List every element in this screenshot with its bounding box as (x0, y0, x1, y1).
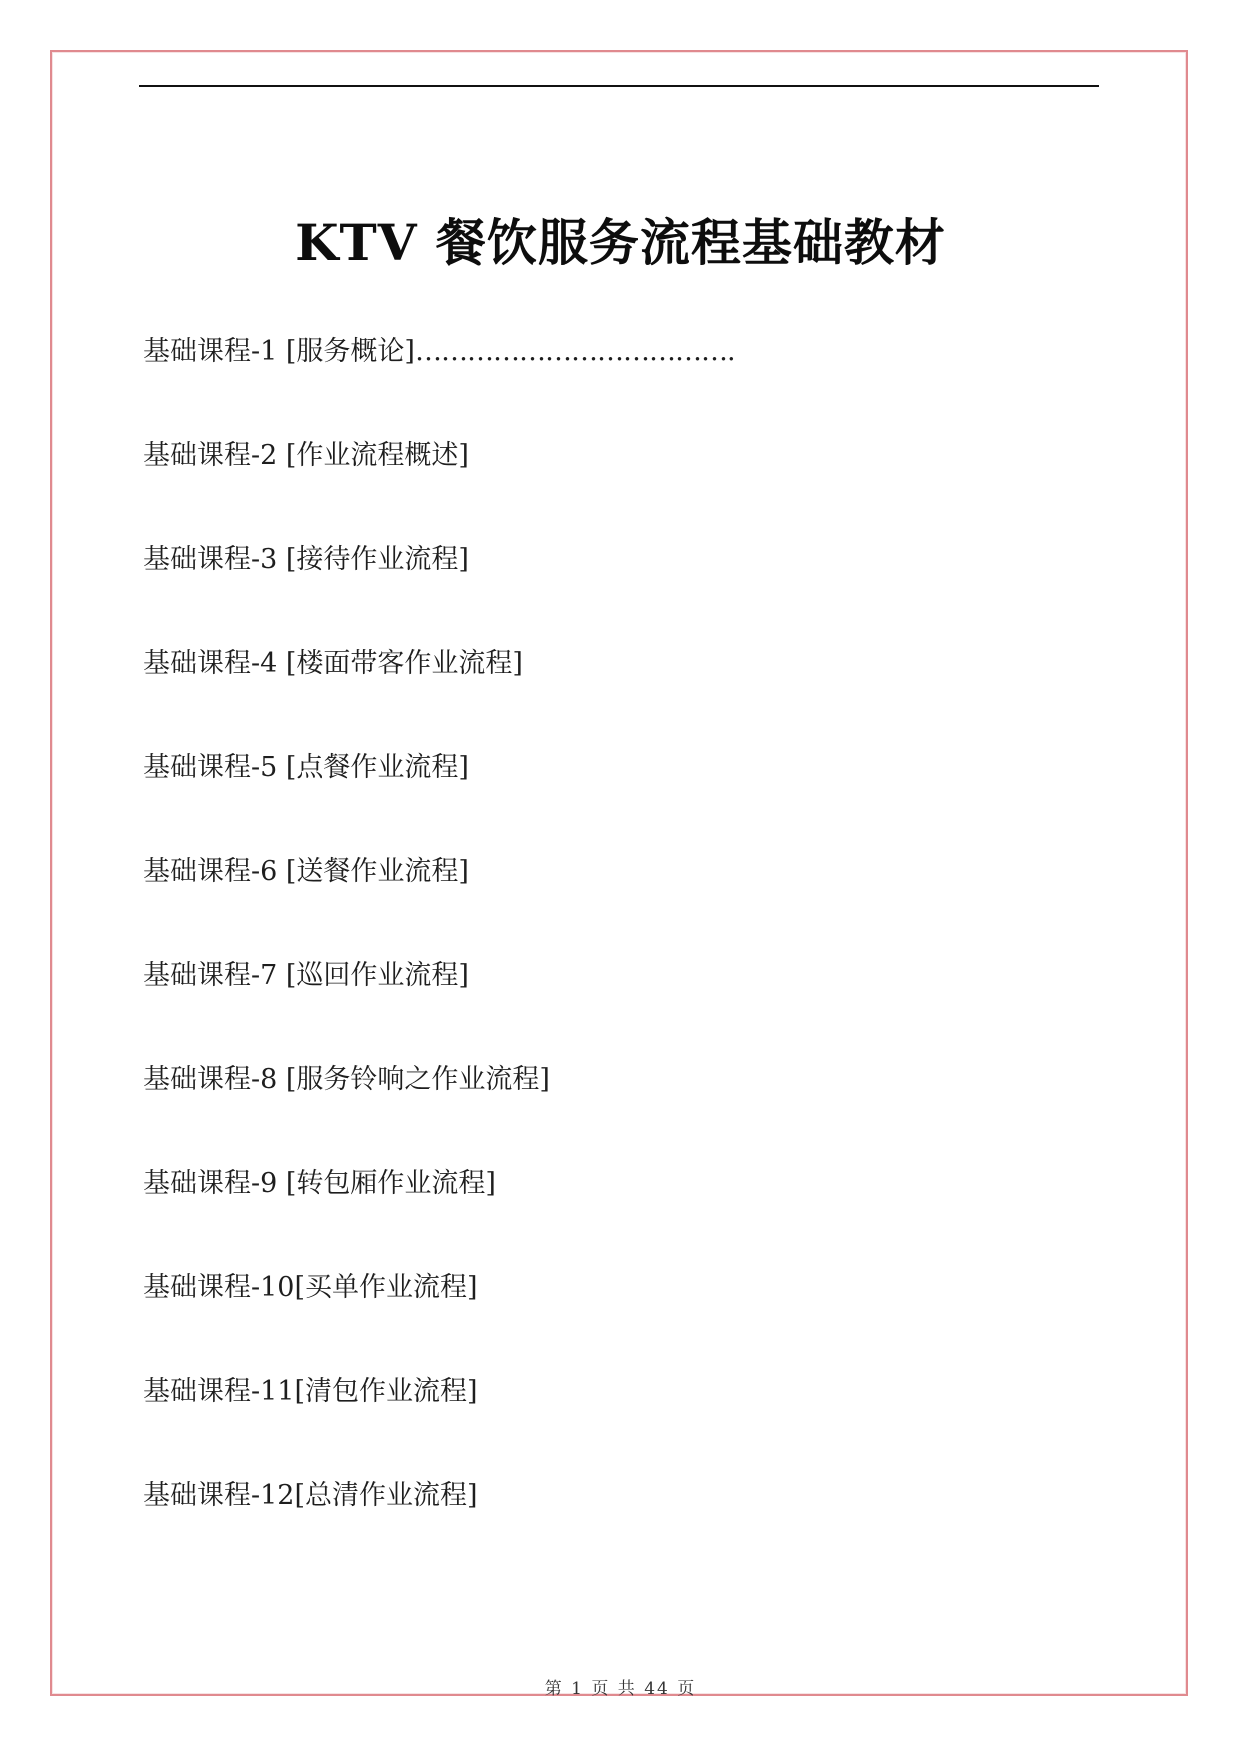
toc-item-4[interactable] (143, 644, 1143, 748)
toc-item-label: 基础课程-2 [作业流程概述] (143, 440, 469, 471)
toc-item-5[interactable] (143, 748, 1143, 852)
toc-item-1[interactable] (143, 332, 1143, 436)
toc-item-label: 基础课程-6 [送餐作业流程] (143, 856, 469, 887)
toc-item-label: 基础课程-11[清包作业流程] (143, 1376, 478, 1407)
toc-item-8[interactable] (143, 1060, 1143, 1164)
toc-item-label: 基础课程-1 [服务概论] (143, 336, 415, 367)
toc-item-label: 基础课程-12[总清作业流程] (143, 1480, 478, 1511)
toc-item-label: 基础课程-8 [服务铃响之作业流程] (143, 1064, 550, 1095)
toc-item-12[interactable] (143, 1476, 1143, 1580)
page-footer: 第 1 页 共 44 页 (544, 1679, 697, 1699)
toc-item-leader: ………………………………. (414, 336, 735, 367)
toc-item-label: 基础课程-3 [接待作业流程] (143, 544, 469, 575)
toc-item-label: 基础课程-5 [点餐作业流程] (143, 752, 469, 783)
table-of-contents (143, 332, 1143, 1580)
toc-item-3[interactable] (143, 540, 1143, 644)
toc-item-7[interactable] (143, 956, 1143, 1060)
toc-item-6[interactable] (143, 852, 1143, 956)
toc-item-2[interactable] (143, 436, 1143, 540)
toc-item-9[interactable] (143, 1164, 1143, 1268)
toc-item-label: 基础课程-9 [转包厢作业流程] (143, 1168, 496, 1199)
toc-item-11[interactable] (143, 1372, 1143, 1476)
toc-item-label: 基础课程-7 [巡回作业流程] (143, 960, 469, 991)
toc-item-10[interactable] (143, 1268, 1143, 1372)
toc-item-label: 基础课程-4 [楼面带客作业流程] (143, 648, 523, 679)
header-rule (139, 85, 1099, 87)
toc-item-label: 基础课程-10[买单作业流程] (143, 1272, 478, 1303)
document-title: KTV 餐饮服务流程基础教材 (295, 212, 946, 272)
